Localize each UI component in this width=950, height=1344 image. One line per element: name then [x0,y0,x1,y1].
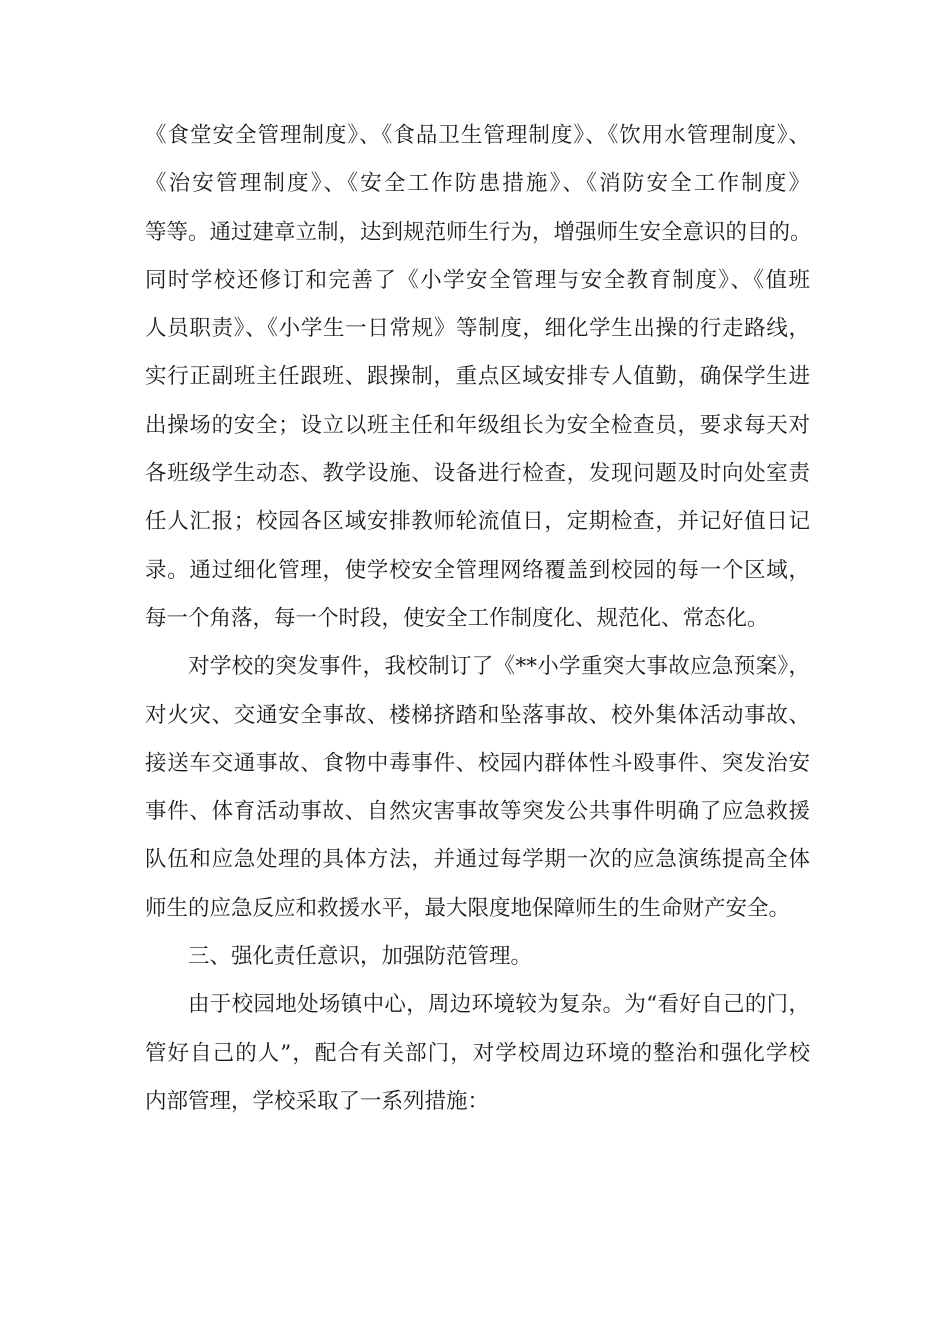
text-line: 事件、体育活动事故、自然灾害事故等突发公共事件明确了应急救援 [145,799,810,825]
text-line: 等等。通过建章立制，达到规范师生行为，增强师生安全意识的目的。 [145,219,812,245]
text-line: 同时学校还修订和完善了《小学安全管理与安全教育制度》、《值班 [145,267,810,293]
text-line: 出操场的安全；设立以班主任和年级组长为安全检查员，要求每天对 [145,412,810,438]
section-heading: 三、强化责任意识，加强防范管理。 [188,944,533,970]
text-line: 录。通过细化管理，使学校安全管理网络覆盖到校园的每一个区域， [145,557,810,583]
text-line: 内部管理，学校采取了一系列措施： [145,1088,490,1114]
text-line: 接送车交通事故、食物中毒事件、校园内群体性斗殴事件、突发治安 [145,750,810,776]
body-text [145,112,810,1126]
paragraph-start-line: 由于校园地处场镇中心，周边环境较为复杂。为“看好自己的门， [188,992,810,1018]
paragraph-start-line: 对学校的突发事件，我校制订了《**小学重突大事故应急预案》， [188,654,810,680]
text-line: 任人汇报；校园各区域安排教师轮流值日，定期检查，并记好值日记 [145,509,810,535]
text-line: 《治安管理制度》、《安全工作防患措施》、《消防安全工作制度》 [145,171,810,197]
text-line: 队伍和应急处理的具体方法，并通过每学期一次的应急演练提高全体 [145,847,810,873]
text-line: 人员职责》、《小学生一日常规》等制度，细化学生出操的行走路线， [145,316,810,342]
text-line: 师生的应急反应和救援水平，最大限度地保障师生的生命财产安全。 [145,895,791,921]
text-line: 实行正副班主任跟班、跟操制，重点区域安排专人值勤，确保学生进 [145,364,810,390]
text-line: 各班级学生动态、教学设施、设备进行检查，发现问题及时向处室责 [145,461,810,487]
text-line: 《食堂安全管理制度》、《食品卫生管理制度》、《饮用水管理制度》、 [145,123,810,148]
text-line: 对火灾、交通安全事故、楼梯挤踏和坠落事故、校外集体活动事故、 [145,702,810,728]
text-line: 管好自己的人”，配合有关部门，对学校周边环境的整治和强化学校 [145,1040,810,1066]
text-line: 每一个角落，每一个时段，使安全工作制度化、规范化、常态化。 [145,605,769,631]
